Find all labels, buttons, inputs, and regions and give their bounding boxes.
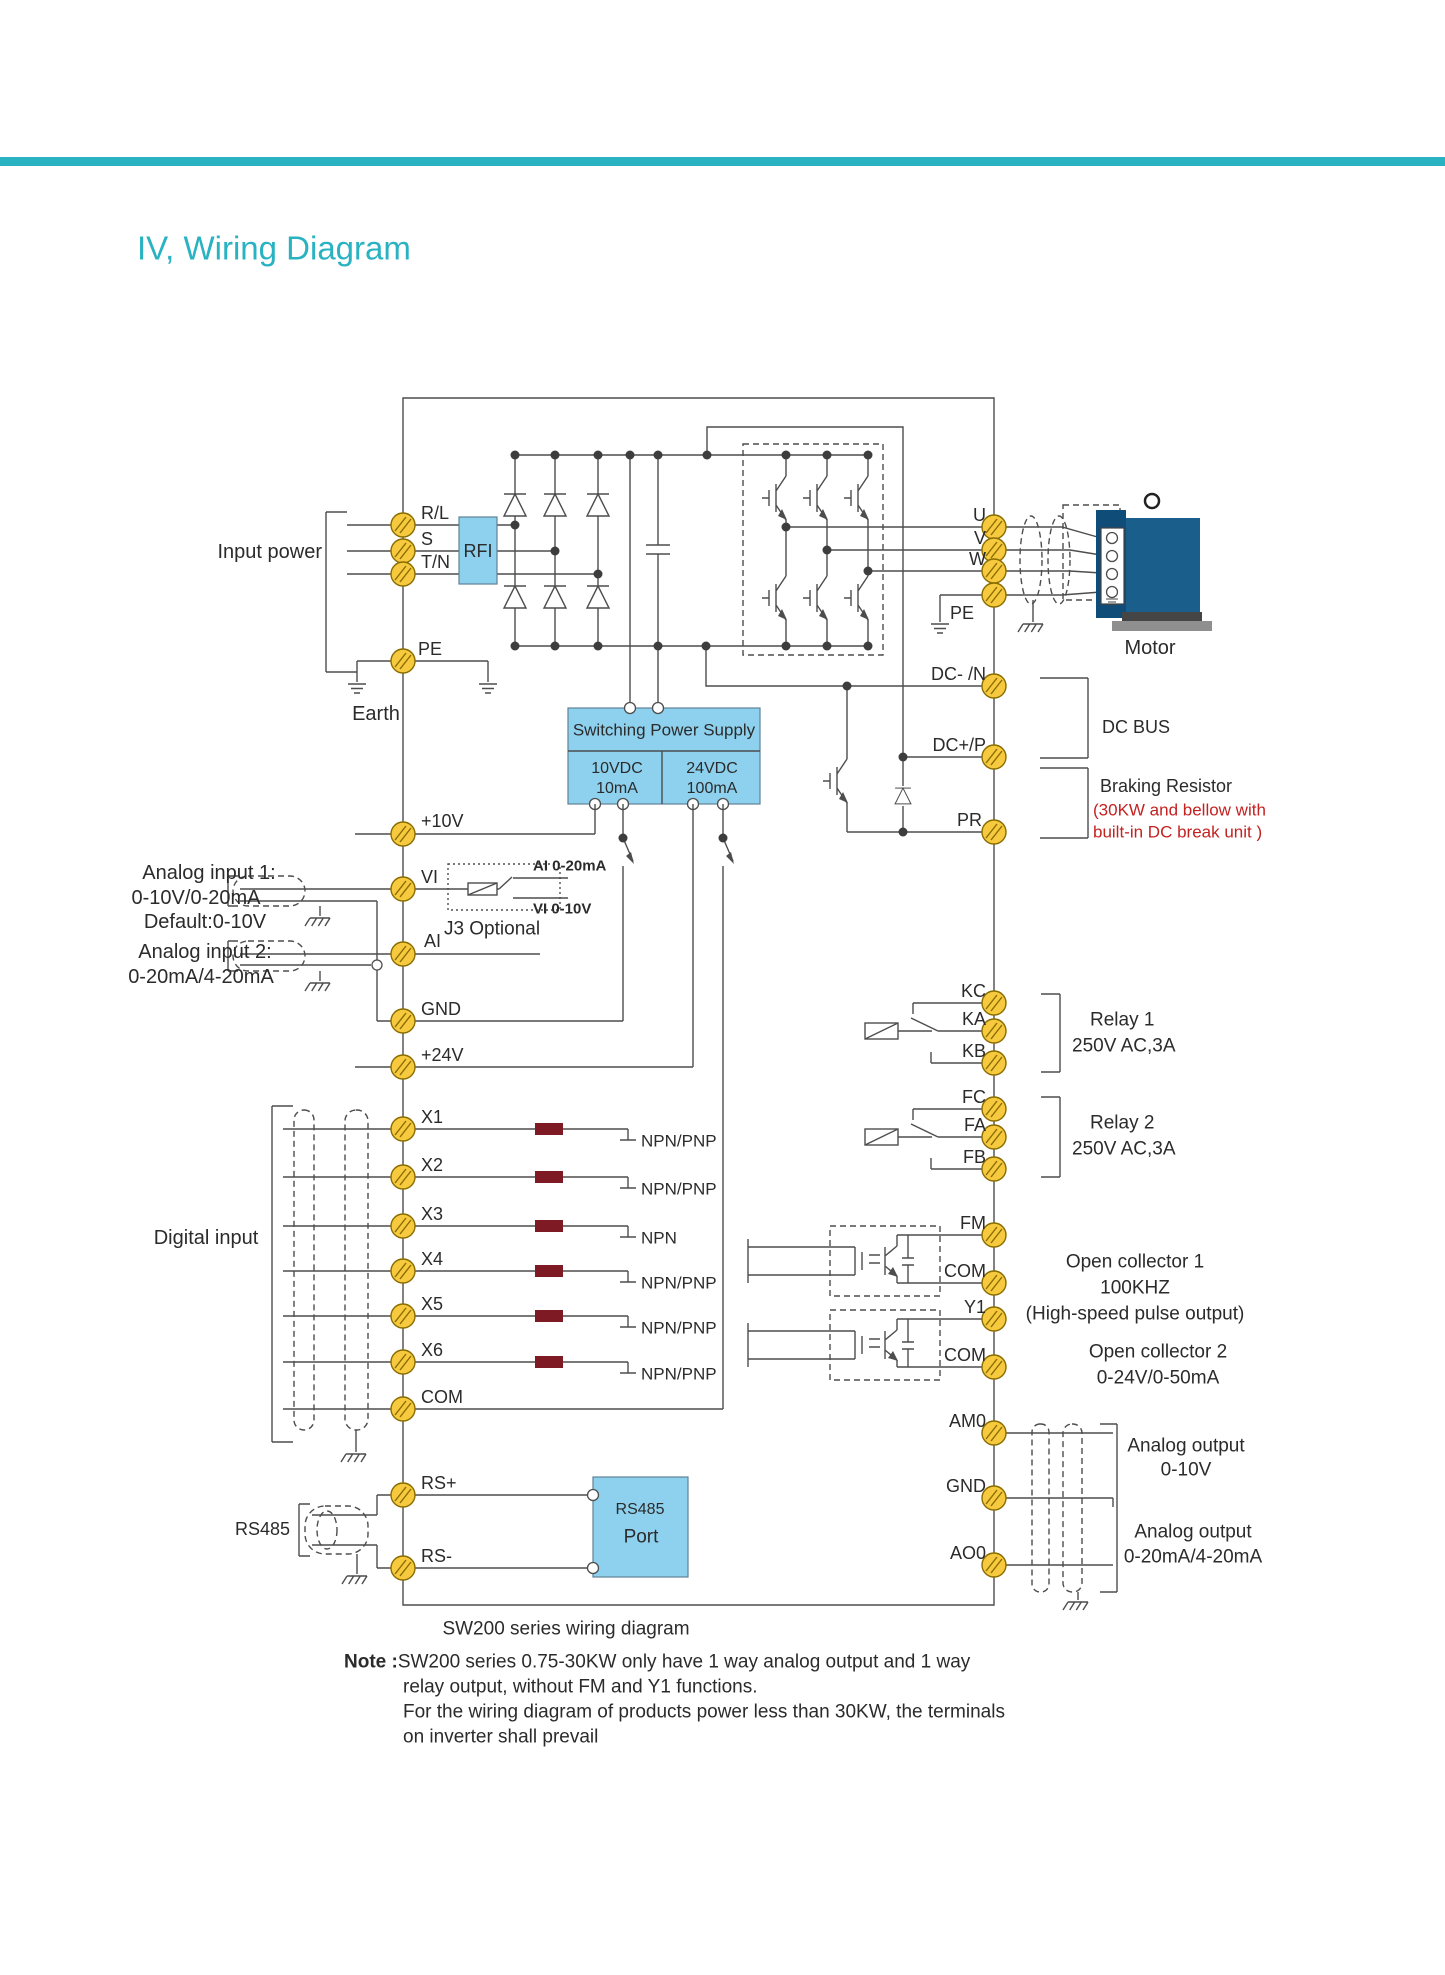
terminal-label-com1: COM (944, 1261, 986, 1281)
terminal-label-com2: COM (944, 1345, 986, 1365)
terminal-label-rs-minus: RS- (421, 1546, 452, 1566)
x6-mode-label: NPN/PNP (641, 1364, 717, 1384)
open-collector2-range: 0-24V/0-50mA (1096, 1367, 1220, 1389)
note-line3: For the wiring diagram of products power less than 30KW, the terminals (403, 1701, 1005, 1723)
terminal-label-x4: X4 (421, 1249, 444, 1269)
x5-mode-label: NPN/PNP (641, 1318, 717, 1338)
page-title: IV, Wiring Diagram (137, 229, 411, 267)
terminal-label-pe-out: PE (950, 603, 975, 623)
terminal-label-ka: KA (961, 1009, 986, 1029)
dc-bus-label: DC BUS (1102, 717, 1171, 737)
sps-10ma: 10mA (596, 780, 638, 797)
sps-title: Switching Power Supply (572, 720, 756, 740)
rfi-label: RFI (463, 541, 493, 561)
terminal-label-tn: T/N (421, 552, 450, 572)
note-label: Note : (344, 1651, 398, 1673)
terminal-label-ai: AI (424, 931, 442, 951)
rs485-box-line1: RS485 (615, 1501, 665, 1518)
analog-output2-range: 0-20mA/4-20mA (1123, 1546, 1263, 1568)
braking-resistor-label: Braking Resistor (1100, 776, 1233, 796)
motor-label: Motor (1124, 637, 1176, 659)
analog-output1-label: Analog output (1127, 1435, 1245, 1457)
x2-mode-label: NPN/PNP (641, 1179, 717, 1199)
braking-note-line2: built-in DC break unit ) (1093, 822, 1263, 842)
note-line1: Note :SW200 series 0.75-30KW only have 1 way analog output and 1 way (344, 1651, 971, 1673)
open-collector1-label: Open collector 1 (1065, 1251, 1205, 1273)
terminal-label-com: COM (421, 1387, 463, 1407)
terminal-label-dcp: DC+/P (932, 735, 986, 755)
terminal-label-rl: R/L (421, 503, 450, 523)
open-collector1-desc: (High-speed pulse output) (1025, 1303, 1245, 1325)
terminal-label-pr: PR (956, 810, 982, 830)
relay1-label: Relay 1 (1090, 1009, 1155, 1031)
relay2-label: Relay 2 (1090, 1112, 1155, 1134)
analog-input2-line2: 0-20mA/4-20mA (128, 966, 274, 988)
rs485-box-line2: Port (623, 1526, 659, 1548)
analog-input2-line1: Analog input 2: (138, 941, 272, 963)
motor-base (1122, 612, 1202, 621)
terminal-label-w: W (969, 549, 986, 569)
terminal-label-u: U (973, 505, 986, 525)
terminal-label-y1: Y1 (963, 1297, 986, 1317)
terminal-label-fm: FM (960, 1213, 986, 1233)
input-power-label: Input power (217, 541, 322, 563)
terminal-label-x1: X1 (421, 1107, 444, 1127)
terminal-label-s: S (421, 529, 434, 549)
igbt-bridge (743, 444, 994, 655)
open-collector1-freq: 100KHZ (1100, 1277, 1170, 1299)
terminal-label-kb: KB (961, 1041, 986, 1061)
terminal-label-kc: KC (960, 981, 986, 1001)
terminal-label-10v: +10V (421, 811, 464, 831)
sps-10vdc: 10VDC (591, 760, 643, 777)
digital-input-rows (283, 1123, 636, 1373)
terminal-label-fc: FC (962, 1087, 986, 1107)
digital-input-label: Digital input (153, 1227, 259, 1249)
terminal-label-x2: X2 (421, 1155, 444, 1175)
terminal-label-24v: +24V (421, 1045, 464, 1065)
motor-graphic (1096, 494, 1212, 631)
j3-ai-position-label: AI 0-20mA (533, 857, 607, 875)
relay2-rating: 250V AC,3A (1072, 1138, 1176, 1160)
dc-bus-section (706, 427, 1088, 838)
note-line4: on inverter shall prevail (403, 1726, 599, 1748)
analog-output1-range: 0-10V (1160, 1459, 1212, 1481)
terminal-label-x3: X3 (421, 1204, 444, 1224)
braking-note-line1: (30KW and bellow with (1093, 800, 1266, 820)
j3-optional-label: J3 Optional (443, 918, 541, 940)
terminal-label-gnd-out: GND (946, 1476, 986, 1496)
terminal-label-x5: X5 (421, 1294, 444, 1314)
terminal-label-vi: VI (421, 867, 439, 887)
diagram-caption: SW200 series wiring diagram (442, 1618, 690, 1640)
open-collector2-label: Open collector 2 (1088, 1341, 1228, 1363)
terminal-label-v: V (973, 528, 986, 548)
x1-mode-label: NPN/PNP (641, 1131, 717, 1151)
analog-input1-line3: Default:0-10V (143, 911, 267, 933)
note-line2: relay output, without FM and Y1 functions. (403, 1676, 758, 1698)
j3-vi-position-label: VI 0-10V (533, 900, 592, 918)
x3-mode-label: NPN (641, 1228, 677, 1248)
analog-output2-label: Analog output (1134, 1521, 1252, 1543)
x4-mode-label: NPN/PNP (641, 1273, 717, 1293)
dc-bus-brackets (1040, 678, 1088, 838)
motor-eyebolt (1145, 494, 1159, 508)
terminal-label-rs-plus: RS+ (421, 1473, 457, 1493)
rectifier-section (504, 455, 868, 708)
terminal-label-fa: FA (963, 1115, 986, 1135)
sps-24vdc: 24VDC (686, 760, 738, 777)
analog-input1-line2: 0-10V/0-20mA (131, 887, 261, 909)
terminal-label-x6: X6 (421, 1340, 444, 1360)
analog-output-section (994, 1424, 1117, 1610)
sps-100ma: 100mA (686, 780, 738, 797)
analog-input1-line1: Analog input 1: (142, 862, 276, 884)
relay1-rating: 250V AC,3A (1072, 1035, 1176, 1057)
terminal-label-fb: FB (962, 1147, 986, 1167)
terminal-label-pe-in: PE (418, 639, 443, 659)
earth-label: Earth (352, 703, 400, 725)
terminal-label-dcn: DC- /N (931, 664, 986, 684)
terminal-label-ao0: AO0 (949, 1543, 986, 1563)
terminal-label-am0: AM0 (948, 1411, 986, 1431)
terminal-label-gnd: GND (421, 999, 461, 1019)
rs485-group-label: RS485 (234, 1519, 290, 1539)
